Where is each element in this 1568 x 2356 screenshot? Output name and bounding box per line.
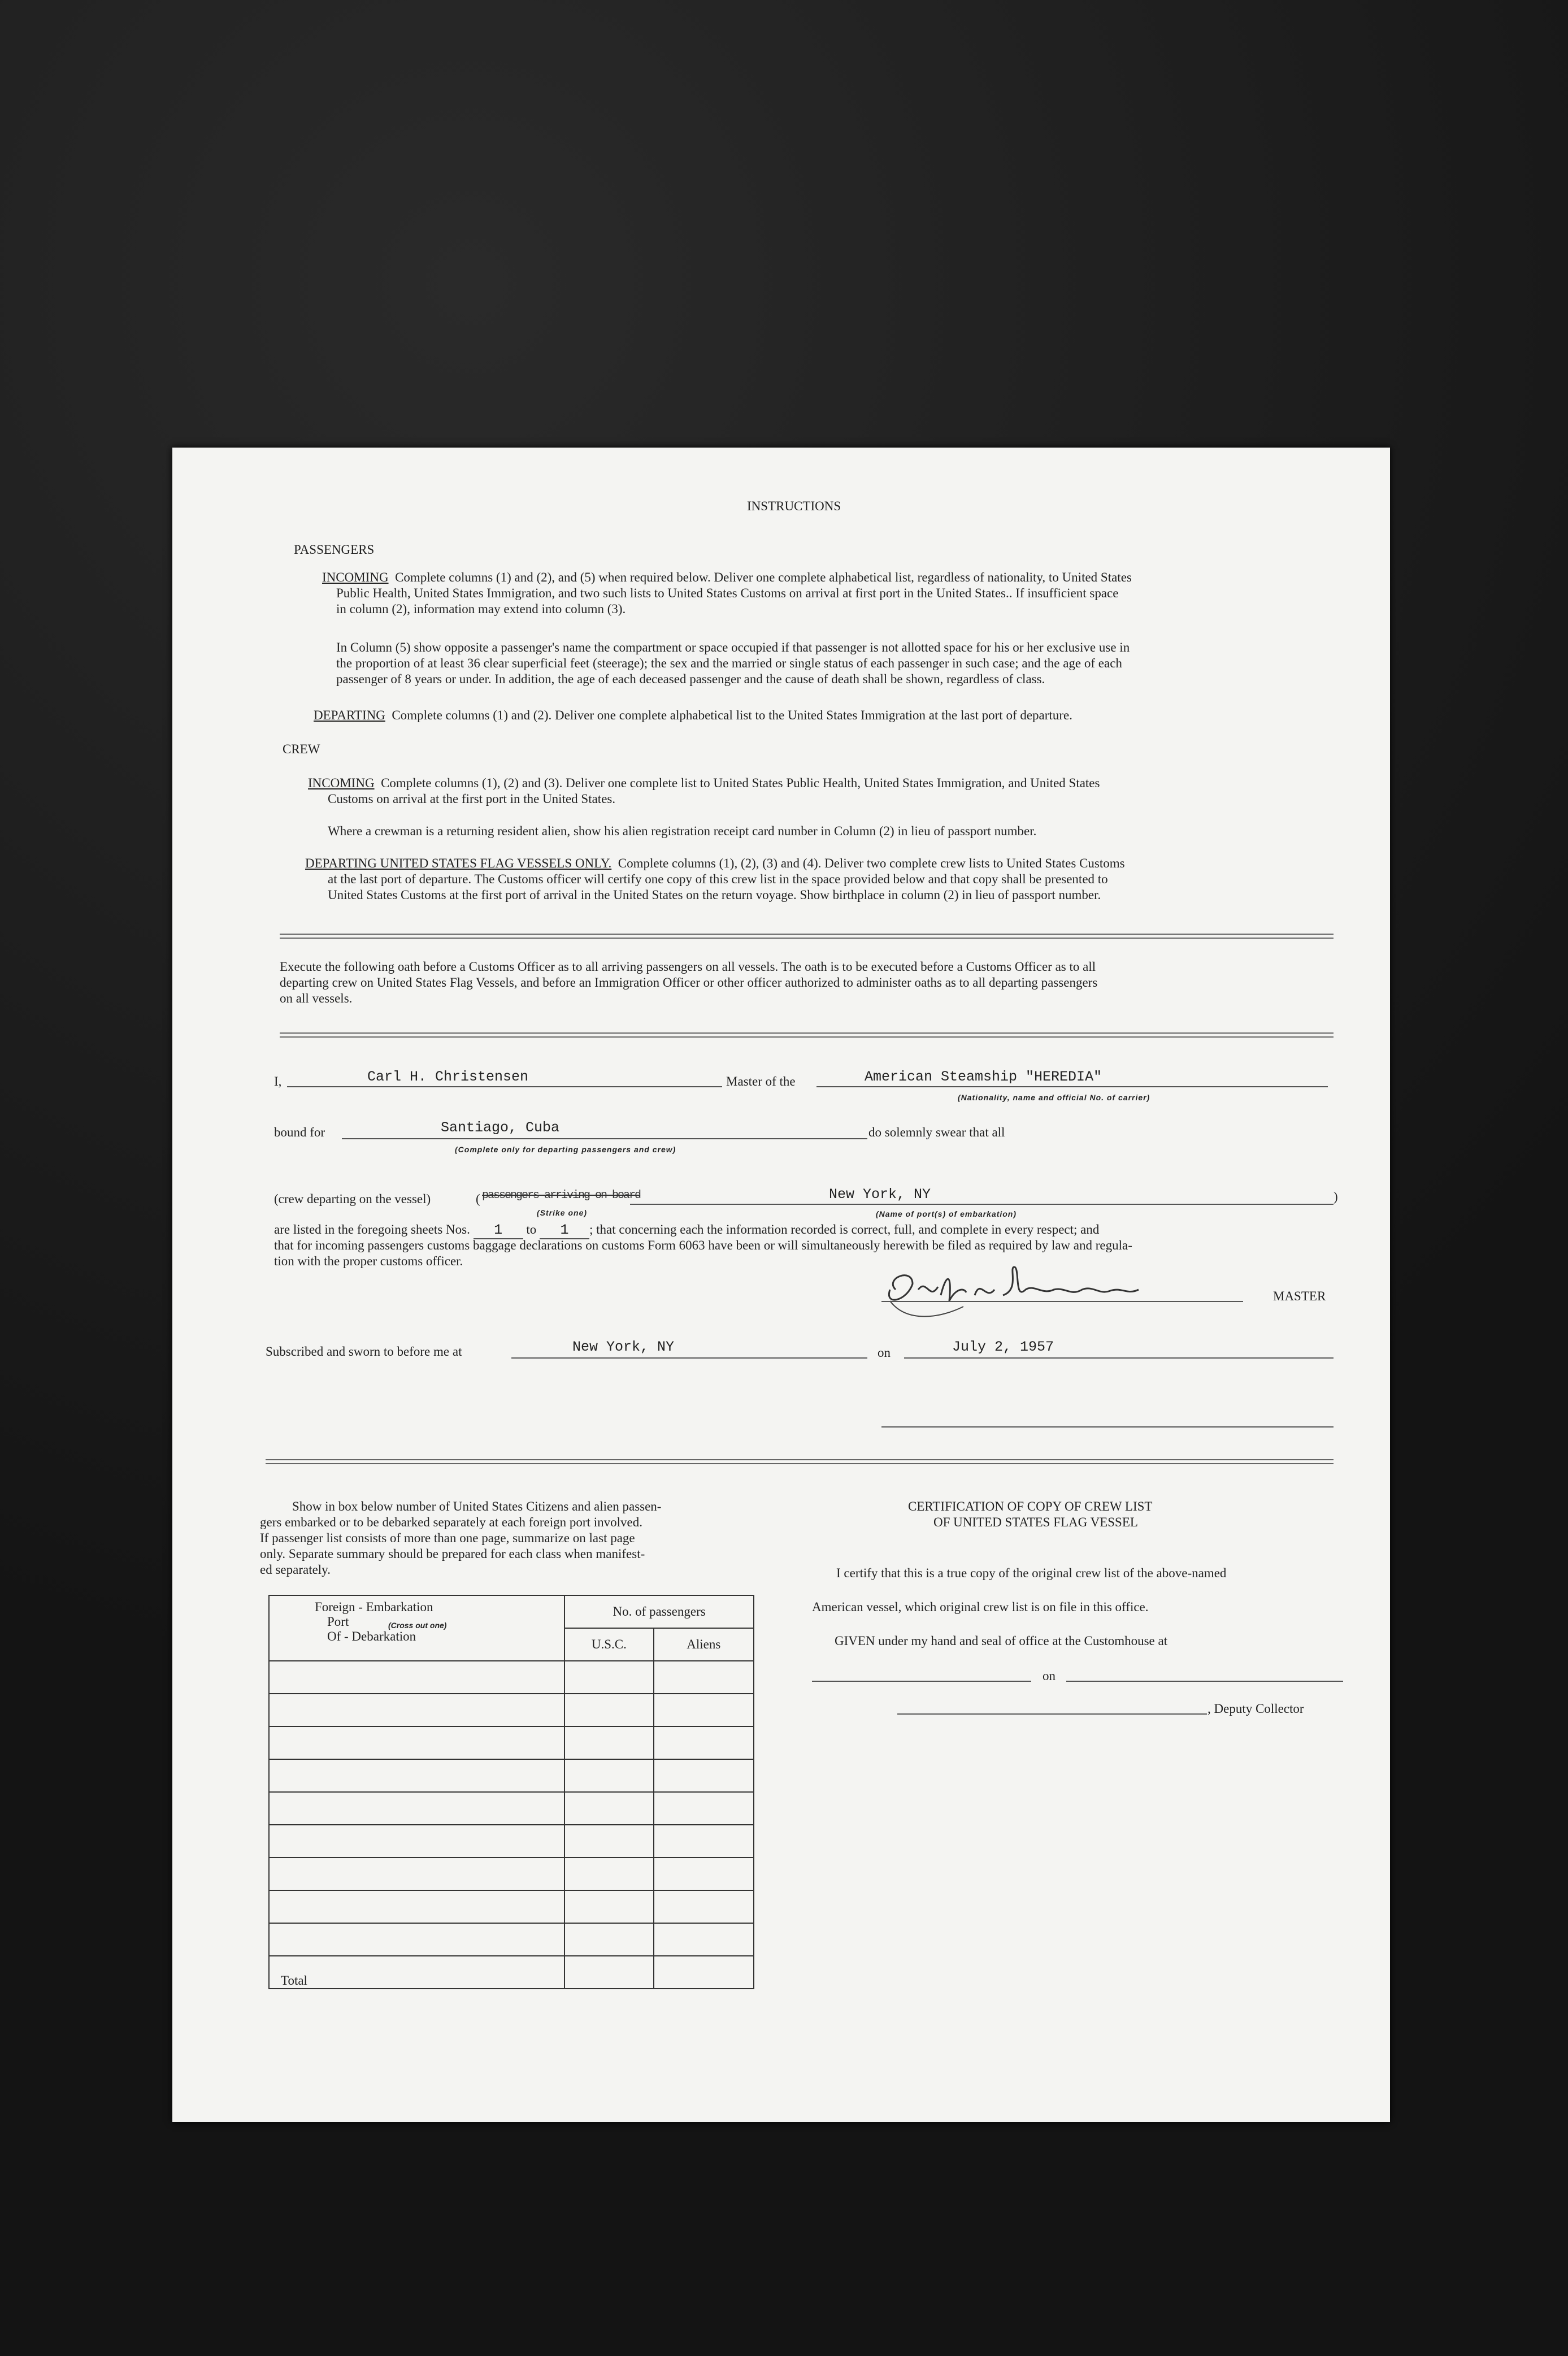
table-header-row-1 [269,1595,754,1628]
subscribed-place-value: New York, NY [572,1339,675,1355]
crew-departing-label: DEPARTING UNITED STATES FLAG VESSELS ONLY. [305,856,612,870]
usc-cell[interactable] [564,1923,653,1956]
header-usc: U.S.C. [564,1628,653,1661]
port-cell[interactable] [269,1694,564,1726]
master-label: MASTER [1273,1289,1326,1303]
sheets-line-1 [274,1222,1099,1239]
passenger-summary-table [268,1595,754,1989]
master-signature-line [881,1301,1243,1302]
sheets-line-2: that for incoming passengers customs baggage declarations on customs Form 6063 have been or will simultaneously herewith be filed as required by law and regula- [274,1238,1132,1252]
sheets-line-3: tion with the proper customs officer. [274,1254,463,1268]
document-page [172,448,1390,2122]
port-cell[interactable] [269,1825,564,1858]
divider-2 [280,1032,1334,1038]
subscribed-date-line [904,1357,1334,1359]
port-cell[interactable] [269,1923,564,1956]
port-cell[interactable] [269,1792,564,1825]
master-of-label: Master of the [726,1074,796,1088]
master-name-line [287,1086,722,1087]
sheet-to-field [540,1222,589,1239]
aliens-cell[interactable] [654,1890,754,1923]
strike-text: passengers arriving on board [482,1189,641,1202]
usc-cell[interactable] [564,1858,653,1890]
master-name-value: Carl H. Christensen [367,1069,529,1085]
port-close-paren: ) [1334,1190,1338,1204]
certification-date-line[interactable] [1066,1681,1343,1682]
usc-cell[interactable] [564,1792,653,1825]
crew-departing-line-2: at the last port of departure. The Customs officer will certify one copy of this crew list in the space provided below and that copy shall be presented to [328,872,1108,886]
bound-for-caption: (Complete only for departing passengers and crew) [455,1145,676,1154]
header-foreign-embarkation: Foreign - Embarkation [315,1600,433,1614]
summary-line-3: If passenger list consists of more than one page, summarize on last page [260,1531,635,1545]
table-row [269,1694,754,1726]
port-cell[interactable] [269,1890,564,1923]
deputy-collector-label: , Deputy Collector [1208,1702,1304,1716]
port-line [630,1204,1334,1205]
page-title: INSTRUCTIONS [747,499,841,513]
strike-open-paren: ( [476,1192,480,1206]
sheet-from-value: 1 [494,1222,503,1238]
header-port-label: Port [327,1615,349,1629]
aliens-cell[interactable] [654,1694,754,1726]
sheets-text-a: are listed in the foregoing sheets Nos. [274,1222,470,1236]
oath-intro-line-3: on all vessels. [280,991,353,1005]
passengers-heading: PASSENGERS [294,543,375,557]
total-usc-cell[interactable] [564,1956,653,1989]
total-aliens-cell[interactable] [654,1956,754,1989]
deputy-collector-line[interactable] [897,1713,1207,1715]
sheets-text-b: ; that concerning each the information recorded is correct, full, and complete in every respect; and [589,1222,1100,1236]
subscribed-place-line [511,1357,867,1359]
sheet-to-value: 1 [560,1222,569,1238]
subscribed-label: Subscribed and sworn to before me at [266,1344,462,1359]
passengers-departing-label: DEPARTING [314,708,385,722]
crew-incoming-line-1 [308,775,1100,791]
aliens-cell[interactable] [654,1661,754,1694]
port-value: New York, NY [829,1186,931,1203]
header-cross-out: (Cross out one) [388,1621,447,1630]
oath-intro-line-1: Execute the following oath before a Customs Officer as to all arriving passengers on all vessels. The oath is to be executed before a Customs Officer as to all [280,960,1096,974]
column5-line-2: the proportion of at least 36 clear superficial feet (steerage); the sex and the married or single status of each passenger in such case; and the age of each [336,656,1122,670]
certification-title-1: CERTIFICATION OF COPY OF CREW LIST [908,1499,1153,1513]
certification-on-label: on [1043,1669,1056,1683]
header-number-of-passengers: No. of passengers [564,1595,754,1628]
oath-i-label: I, [274,1074,282,1088]
certification-line-1: I certify that this is a true copy of the original crew list of the above-named [836,1566,1227,1580]
crew-heading: CREW [283,742,320,756]
usc-cell[interactable] [564,1825,653,1858]
passengers-departing-text: Complete columns (1) and (2). Deliver one complete alphabetical list to the United States Immigration at the last port of departure. [392,708,1072,722]
total-label: Total [269,1956,564,1989]
strike-caption: (Strike one) [537,1208,588,1217]
sheet-from-field [474,1222,523,1239]
table-row [269,1923,754,1956]
crew-departing-vessel-text: (crew departing on the vessel) [274,1192,431,1206]
header-of-debarkation: Of - Debarkation [327,1629,416,1643]
certification-title-2: OF UNITED STATES FLAG VESSEL [933,1515,1138,1529]
port-cell[interactable] [269,1759,564,1792]
usc-cell[interactable] [564,1890,653,1923]
usc-cell[interactable] [564,1759,653,1792]
usc-cell[interactable] [564,1661,653,1694]
certification-line-3: GIVEN under my hand and seal of office at the Customhouse at [835,1634,1168,1648]
crew-incoming-line-2: Customs on arrival at the first port in the United States. [328,792,616,806]
passengers-departing-line [314,708,1072,723]
officer-signature-line [881,1426,1334,1428]
crew-departing-text-1: Complete columns (1), (2), (3) and (4). Deliver two complete crew lists to United States Customs [618,856,1125,870]
bound-for-label: bound for [274,1125,325,1139]
aliens-cell[interactable] [654,1825,754,1858]
customhouse-line[interactable] [812,1681,1031,1682]
subscribed-date-value: July 2, 1957 [952,1339,1054,1355]
crew-incoming-label: INCOMING [308,776,375,790]
passengers-incoming-line-1 [322,570,1132,585]
port-cell[interactable] [269,1726,564,1759]
master-signature [873,1256,1167,1329]
swear-text: do solemnly swear that all [868,1125,1005,1139]
summary-line-5: ed separately. [260,1563,331,1577]
bound-for-line [342,1138,867,1139]
crew-departing-line-3: United States Customs at the first port of arrival in the United States on the return voyage. Show birthplace in column (2) in lieu of passport number. [328,888,1101,902]
table-row [269,1858,754,1890]
summary-line-4: only. Separate summary should be prepared for each class when manifest- [260,1547,645,1561]
table-row [269,1726,754,1759]
column5-line-1: In Column (5) show opposite a passenger's name the compartment or space occupied if that passenger is not allotted space for his or her exclusive use in [336,640,1130,654]
aliens-cell[interactable] [654,1858,754,1890]
vessel-line [816,1086,1328,1087]
header-port [269,1595,564,1661]
passengers-incoming-text-1: Complete columns (1) and (2), and (5) when required below. Deliver one complete alphabetical list, regardless of nationality, to United States [395,570,1132,584]
passengers-incoming-label: INCOMING [322,570,389,584]
divider-3 [266,1459,1334,1464]
table-total-row [269,1956,754,1989]
certification-line-2: American vessel, which original crew list is on file in this office. [812,1600,1149,1614]
header-aliens: Aliens [654,1628,754,1661]
passengers-incoming-line-3: in column (2), information may extend into column (3). [336,602,626,616]
crew-departing-line-1 [305,856,1125,871]
crew-incoming-text-1: Complete columns (1), (2) and (3). Deliver one complete list to United States Public Health, United States Immigration, and United States [381,776,1100,790]
subscribed-on-label: on [878,1346,891,1360]
divider-1 [280,934,1334,939]
usc-cell[interactable] [564,1694,653,1726]
bound-for-value: Santiago, Cuba [441,1120,560,1136]
aliens-cell[interactable] [654,1759,754,1792]
port-cell[interactable] [269,1661,564,1694]
passengers-incoming-line-2: Public Health, United States Immigration, and two such lists to United States Customs on arrival at first port in the United States.. If insufficient space [336,586,1119,600]
port-cell[interactable] [269,1858,564,1890]
crew-resident-alien-text: Where a crewman is a returning resident alien, show his alien registration receipt card number in Column (2) in lieu of passport number. [328,824,1037,838]
port-caption: (Name of port(s) of embarkation) [876,1209,1017,1218]
usc-cell[interactable] [564,1726,653,1759]
aliens-cell[interactable] [654,1726,754,1759]
vessel-value: American Steamship "HEREDIA" [865,1069,1102,1085]
table-row [269,1825,754,1858]
summary-line-1: Show in box below number of United States Citizens and alien passen- [292,1499,662,1513]
oath-intro-line-2: departing crew on United States Flag Vessels, and before an Immigration Officer or other officer authorized to administer oaths as to all departing passengers [280,975,1098,990]
vessel-caption: (Nationality, name and official No. of carrier) [958,1093,1150,1102]
table-row [269,1759,754,1792]
table-row [269,1661,754,1694]
summary-line-2: gers embarked or to be debarked separately at each foreign port involved. [260,1515,642,1529]
table-row [269,1890,754,1923]
aliens-cell[interactable] [654,1923,754,1956]
aliens-cell[interactable] [654,1792,754,1825]
column5-line-3: passenger of 8 years or under. In addition, the age of each deceased passenger and the cause of death shall be shown, regardless of class. [336,672,1045,686]
to-label: to [526,1222,537,1236]
table-row [269,1792,754,1825]
